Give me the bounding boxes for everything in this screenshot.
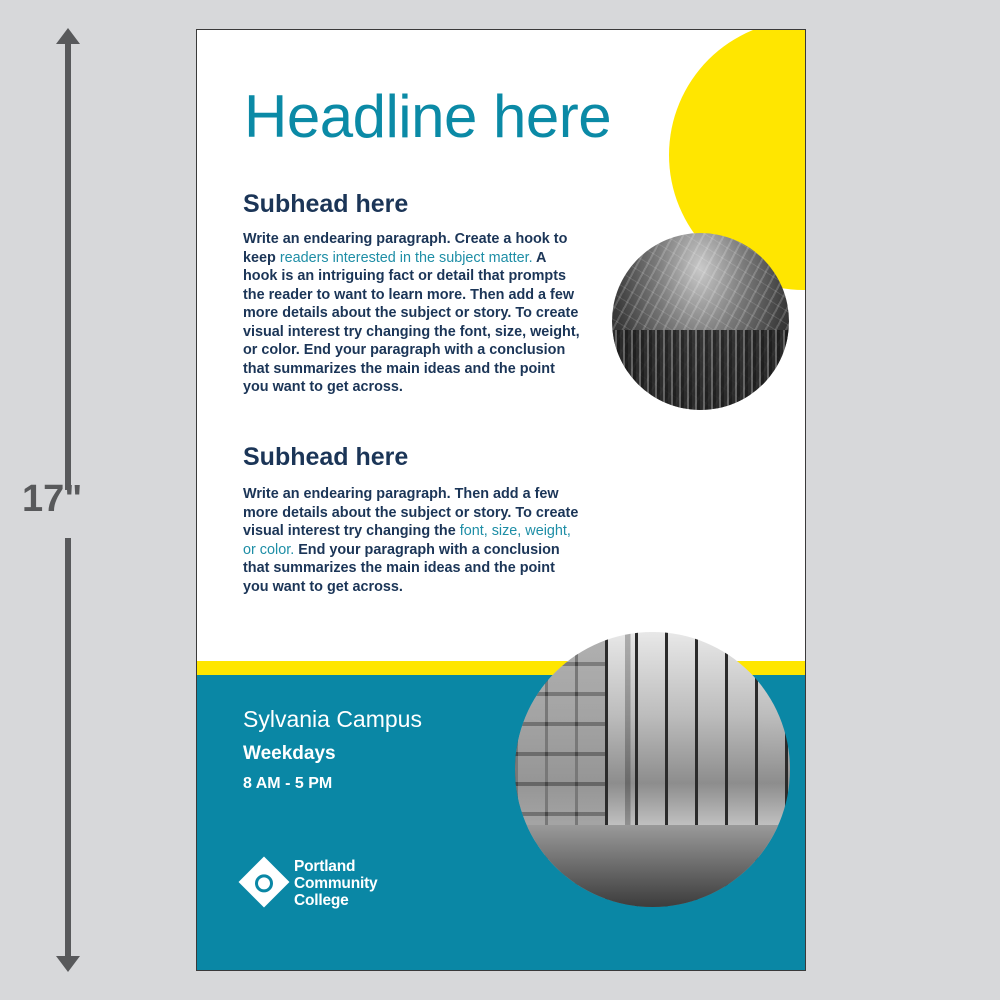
paragraph-1-text-end: A hook is an intriguing fact or detail that prompts the reader to want to learn more. Then add a few more details about the subject or story. To create visual interest try changing the font, size, weight, or color. End your paragraph with a conclusion that summarizes the main ideas and the point you want to get across.: [243, 249, 580, 395]
spiral-logo-icon: [239, 857, 290, 908]
logo-line-3: College: [294, 892, 349, 909]
subhead-1: Subhead here: [243, 190, 409, 218]
dimension-line: [65, 38, 71, 490]
graduation-photo: [612, 233, 789, 410]
logo-line-2: Community: [294, 875, 378, 892]
paragraph-2: [243, 485, 583, 596]
subhead-2: Subhead here: [243, 443, 409, 471]
paragraph-2-text-end: End your paragraph with a conclusion that summarizes the main ideas and the point you want to get across.: [243, 541, 560, 595]
days-text: Weekdays: [243, 743, 336, 764]
pcc-logo: [242, 858, 422, 914]
photo-crowd: [612, 330, 789, 410]
photo-floor: [515, 825, 790, 908]
paragraph-1: [243, 230, 583, 397]
logo-line-1: Portland: [294, 858, 356, 875]
poster: [197, 30, 805, 970]
paragraph-2-text: Write an endearing paragraph. Then add a few more details about the subject or story. To create visual interest try changing the: [243, 486, 579, 539]
headline: Headline here: [244, 83, 612, 150]
arrow-down-icon: [56, 956, 80, 972]
hours-text: 8 AM - 5 PM: [243, 775, 333, 792]
logo-wordmark: [294, 858, 377, 909]
dimension-line: [65, 538, 71, 962]
paragraph-1-text: Write an endearing paragraph. Create a hook to keep: [243, 231, 568, 266]
paragraph-1-highlight: readers interested in the subject matter.: [279, 249, 533, 266]
hallway-photo: [515, 632, 790, 907]
paragraph-2-highlight: font, size, weight, or color.: [243, 523, 571, 558]
dimension-label: 17": [22, 478, 83, 520]
campus-name: Sylvania Campus: [243, 706, 422, 732]
